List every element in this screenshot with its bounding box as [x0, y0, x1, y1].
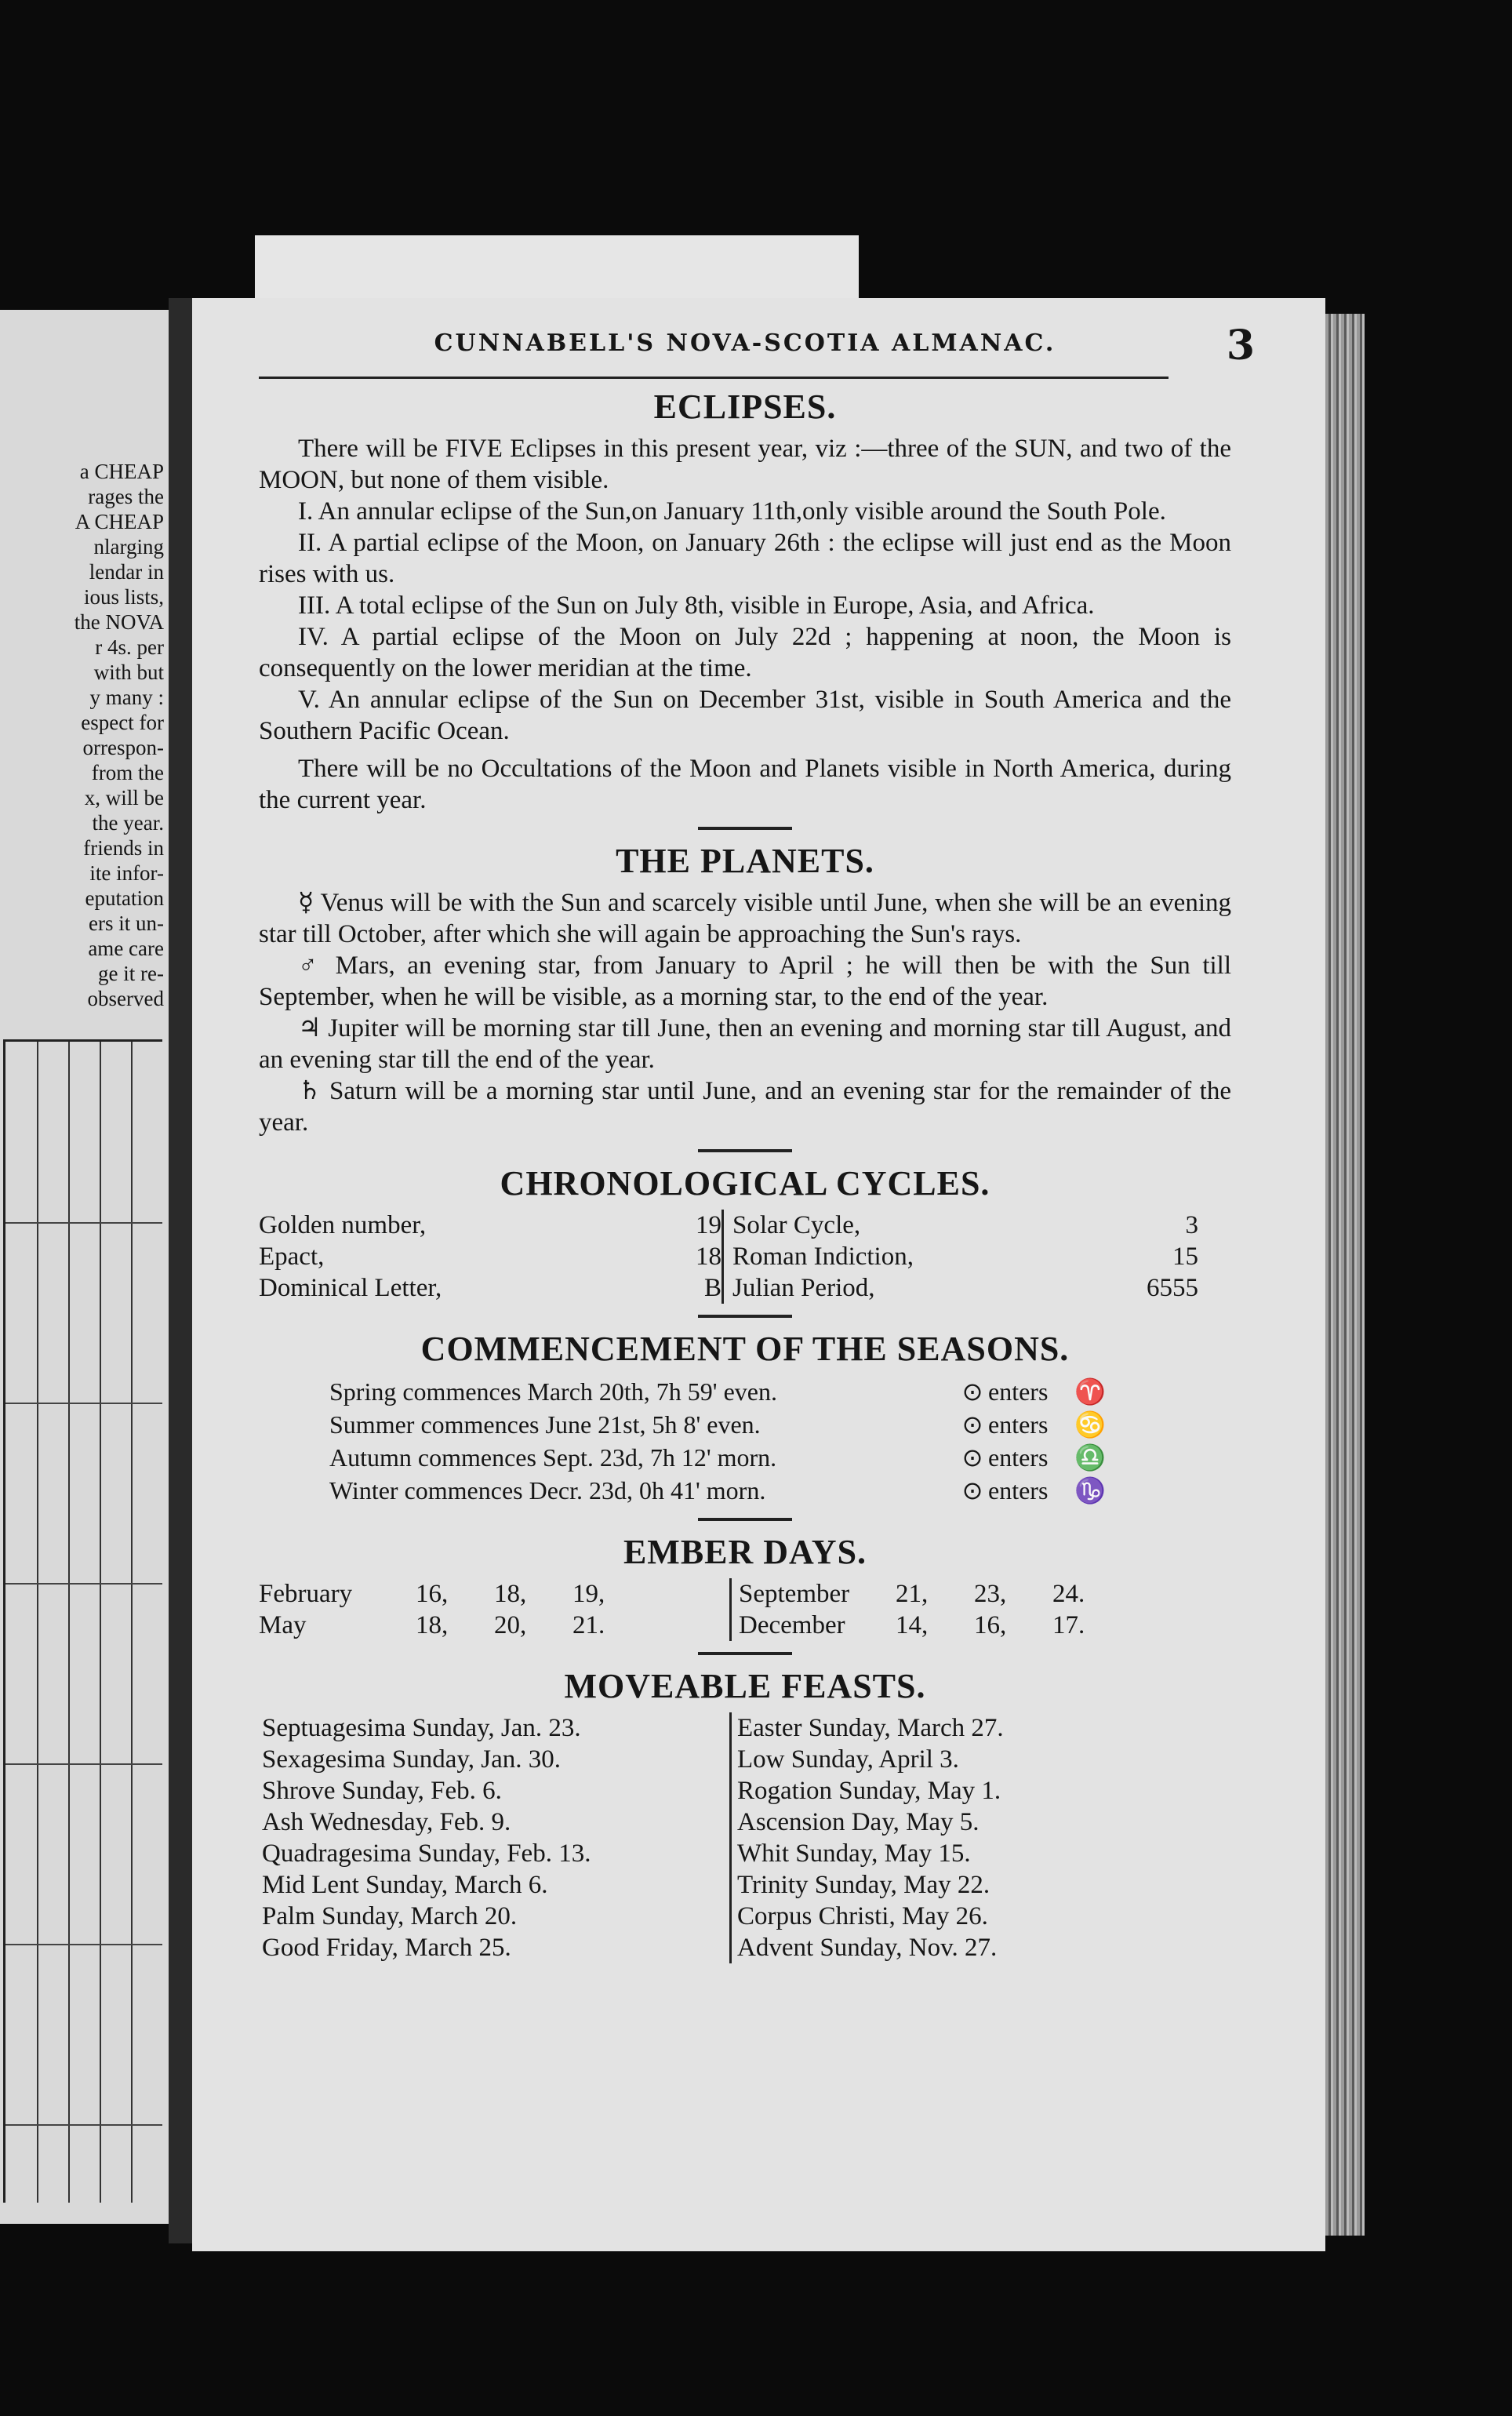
section-rule: [698, 1652, 792, 1655]
facing-page-line: A CHEAP: [75, 510, 164, 533]
planet-text: Saturn will be a morning star until June, and an evening star for the remainder of the year.: [259, 1077, 1232, 1137]
ember-month: December: [739, 1611, 845, 1639]
facing-page-fragment: [0, 310, 169, 2224]
feast-item: Shrove Sunday, Feb. 6.: [262, 1777, 502, 1805]
facing-page-line: espect for: [81, 711, 164, 734]
ember-day: 16,: [416, 1580, 449, 1608]
facing-page-text: [3, 459, 164, 1011]
feast-item: Quadragesima Sunday, Feb. 13.: [262, 1839, 591, 1868]
cycle-label: Epact,: [259, 1243, 325, 1271]
cycle-label: Roman Indiction,: [732, 1243, 914, 1271]
cycle-row: [728, 1241, 1198, 1272]
season-text: Summer commences June 21st, 5h 8' even.: [329, 1410, 761, 1439]
feast-item: Ascension Day, May 5.: [737, 1808, 980, 1836]
facing-page-line: y many :: [89, 686, 164, 709]
sun-symbol-icon: ⊙: [961, 1410, 983, 1439]
facing-page-line: with but: [93, 660, 164, 684]
book-gutter: [169, 298, 192, 2243]
season-text: Winter commences Decr. 23d, 0h 41' morn.: [329, 1476, 766, 1505]
cycle-value: 18: [696, 1243, 721, 1271]
planet-venus: [259, 887, 1231, 950]
facing-page-line: rages the: [88, 485, 164, 508]
planet-text: Venus will be with the Sun and scarcely visible until June, when she will be an evening star till October, after which she will again be approaching the Sun's rays.: [259, 889, 1231, 948]
ember-day: 21,: [896, 1580, 929, 1608]
ember-table: [259, 1578, 1231, 1641]
facing-page-line: ite infor-: [89, 861, 164, 885]
feasts-right: [734, 1712, 1205, 1963]
ember-day: 20,: [494, 1611, 527, 1639]
ember-day: 24.: [1052, 1580, 1085, 1608]
season-text: Autumn commences Sept. 23d, 7h 12' morn.: [329, 1443, 777, 1472]
cycle-label: Dominical Letter,: [259, 1274, 442, 1302]
cycle-label: Solar Cycle,: [732, 1211, 861, 1239]
ember-day: 18,: [416, 1611, 449, 1639]
ember-day: 23,: [974, 1580, 1007, 1608]
planet-mars: [259, 950, 1231, 1013]
facing-page-line: lendar in: [89, 560, 164, 584]
page-number: 3: [1226, 322, 1255, 369]
enters-label: enters: [988, 1410, 1049, 1439]
ember-day: 21.: [572, 1611, 605, 1639]
section-rule: [698, 827, 792, 830]
cycle-label: Golden number,: [259, 1211, 427, 1239]
seasons-heading: COMMENCEMENT OF THE SEASONS.: [420, 1330, 1070, 1368]
facing-page-line: r 4s. per: [95, 635, 164, 659]
ember-left: [259, 1578, 729, 1641]
planet-saturn: [259, 1075, 1231, 1138]
cycles-table: [259, 1210, 1231, 1304]
facing-page-line: friends in: [83, 836, 164, 860]
eclipses-heading: ECLIPSES.: [653, 388, 837, 426]
facing-page-line: from the: [91, 761, 164, 784]
ember-day: 16,: [974, 1611, 1007, 1639]
eclipse-item: III. A total eclipse of the Sun on July 8th, visible in Europe, Asia, and Africa.: [298, 591, 1095, 620]
cycles-heading: CHRONOLOGICAL CYCLES.: [500, 1164, 990, 1203]
aries-symbol-icon: ♈: [1074, 1377, 1106, 1406]
facing-page-line: ame care: [88, 937, 164, 960]
cycle-label: Julian Period,: [732, 1274, 875, 1302]
cycle-row: [728, 1272, 1198, 1304]
sun-symbol-icon: ⊙: [961, 1476, 983, 1505]
facing-page-line: ers it un-: [89, 911, 164, 935]
occultations-note: There will be no Occultations of the Moon and Planets visible in North America, during the current year.: [259, 755, 1231, 814]
ember-day: 14,: [896, 1611, 929, 1639]
eclipse-item: V. An annular eclipse of the Sun on December 31st, visible in South America and the Southern Pacific Ocean.: [259, 686, 1231, 745]
facing-page-line: observed: [87, 987, 164, 1010]
cancer-symbol-icon: ♋: [1074, 1410, 1106, 1439]
column-divider: [721, 1210, 728, 1304]
ember-heading: EMBER DAYS.: [623, 1533, 867, 1571]
sun-symbol-icon: ⊙: [961, 1377, 983, 1406]
cycle-value: 6555: [1147, 1274, 1198, 1302]
venus-symbol-icon: ☿: [298, 889, 314, 917]
page-content: [259, 322, 1255, 1963]
feast-item: Ash Wednesday, Feb. 9.: [262, 1808, 511, 1836]
planets-heading: THE PLANETS.: [616, 842, 874, 880]
feast-item: Corpus Christi, May 26.: [737, 1902, 988, 1930]
cycle-value: 19: [696, 1211, 721, 1239]
facing-page-line: a CHEAP: [79, 460, 164, 483]
libra-symbol-icon: ♎: [1074, 1443, 1106, 1472]
season-row: [329, 1375, 1231, 1408]
season-text: Spring commences March 20th, 7h 59' even.: [329, 1377, 777, 1406]
saturn-symbol-icon: ♄: [298, 1077, 322, 1105]
feast-item: Sexagesima Sunday, Jan. 30.: [262, 1745, 561, 1774]
facing-page-line: orrespon-: [82, 736, 164, 759]
sun-symbol-icon: ⊙: [961, 1443, 983, 1472]
eclipse-item: I. An annular eclipse of the Sun,on January 11th,only visible around the South Pole.: [298, 497, 1166, 526]
feast-item: Mid Lent Sunday, March 6.: [262, 1871, 548, 1899]
ember-month: May: [259, 1611, 307, 1639]
feast-item: Palm Sunday, March 20.: [262, 1902, 518, 1930]
page-edges: [1325, 314, 1365, 2236]
feast-item: Whit Sunday, May 15.: [737, 1839, 971, 1868]
ember-month: February: [259, 1580, 353, 1608]
feast-item: Trinity Sunday, May 22.: [737, 1871, 990, 1899]
season-row: [329, 1474, 1231, 1507]
enters-label: enters: [988, 1443, 1049, 1472]
ember-day: 17.: [1052, 1611, 1085, 1639]
ember-day: 18,: [494, 1580, 527, 1608]
facing-page-line: nlarging: [93, 535, 164, 559]
facing-page-table: [3, 1039, 162, 2203]
feasts-table: [259, 1712, 1231, 1963]
facing-page-line: x, will be: [84, 786, 164, 810]
planet-jupiter: [259, 1013, 1231, 1075]
feast-item: Easter Sunday, March 27.: [737, 1714, 1004, 1742]
jupiter-symbol-icon: ♃: [298, 1014, 322, 1042]
season-row: [329, 1408, 1231, 1441]
feasts-left: [259, 1712, 729, 1963]
ember-right: [734, 1578, 1205, 1641]
facing-page-line: ge it re-: [98, 962, 164, 985]
facing-page-line: the year.: [92, 811, 164, 835]
facing-page-line: ious lists,: [83, 585, 164, 609]
cycles-right: [728, 1210, 1198, 1304]
ember-row: [739, 1578, 1205, 1610]
season-row: [329, 1441, 1231, 1474]
feast-item: Septuagesima Sunday, Jan. 23.: [262, 1714, 581, 1742]
section-rule: [698, 1149, 792, 1152]
ember-row: [259, 1610, 729, 1641]
ember-month: September: [739, 1580, 850, 1608]
cycle-value: 3: [1185, 1211, 1198, 1239]
facing-page-line: eputation: [85, 886, 164, 910]
cycle-row: [259, 1241, 721, 1272]
feasts-heading: MOVEABLE FEASTS.: [564, 1667, 926, 1705]
cycle-value: 15: [1172, 1243, 1198, 1271]
ember-day: 19,: [572, 1580, 605, 1608]
feast-item: Low Sunday, April 3.: [737, 1745, 959, 1774]
cycle-value: B: [703, 1274, 721, 1302]
header-rule: [259, 377, 1169, 379]
eclipse-item: II. A partial eclipse of the Moon, on January 26th : the eclipse will just end as the Moon rises with us.: [259, 529, 1231, 588]
section-rule: [698, 1518, 792, 1521]
cycle-row: [259, 1272, 721, 1304]
eclipses-intro: There will be FIVE Eclipses in this present year, viz :—three of the SUN, and two of the MOON, but none of them visible.: [259, 435, 1231, 494]
enters-label: enters: [988, 1476, 1049, 1505]
facing-page-line: the NOVA: [74, 610, 164, 634]
ember-row: [259, 1578, 729, 1610]
ember-row: [739, 1610, 1205, 1641]
cycles-left: [259, 1210, 721, 1304]
feast-item: Good Friday, March 25.: [262, 1934, 511, 1962]
enters-label: enters: [988, 1377, 1049, 1406]
running-header: [259, 322, 1255, 377]
section-rule: [698, 1315, 792, 1318]
feast-item: Rogation Sunday, May 1.: [737, 1777, 1001, 1805]
feast-item: Advent Sunday, Nov. 27.: [737, 1934, 998, 1962]
cycle-row: [728, 1210, 1198, 1241]
planet-text: Mars, an evening star, from January to April ; he will then be with the Sun till September, when he will be visible, as a morning star, to the end of the year.: [259, 951, 1231, 1011]
cycle-row: [259, 1210, 721, 1241]
capricorn-symbol-icon: ♑: [1074, 1476, 1106, 1505]
mars-symbol-icon: ♂: [298, 951, 324, 980]
running-title: CUNNABELL'S NOVA-SCOTIA ALMANAC.: [434, 329, 1056, 357]
eclipse-item: IV. A partial eclipse of the Moon on July 22d ; happening at noon, the Moon is consequently on the lower meridian at the time.: [259, 623, 1231, 682]
planet-text: Jupiter will be morning star till June, then an evening and morning star till August, and an evening star till the end of the year.: [259, 1014, 1232, 1074]
seasons-list: [329, 1375, 1231, 1507]
